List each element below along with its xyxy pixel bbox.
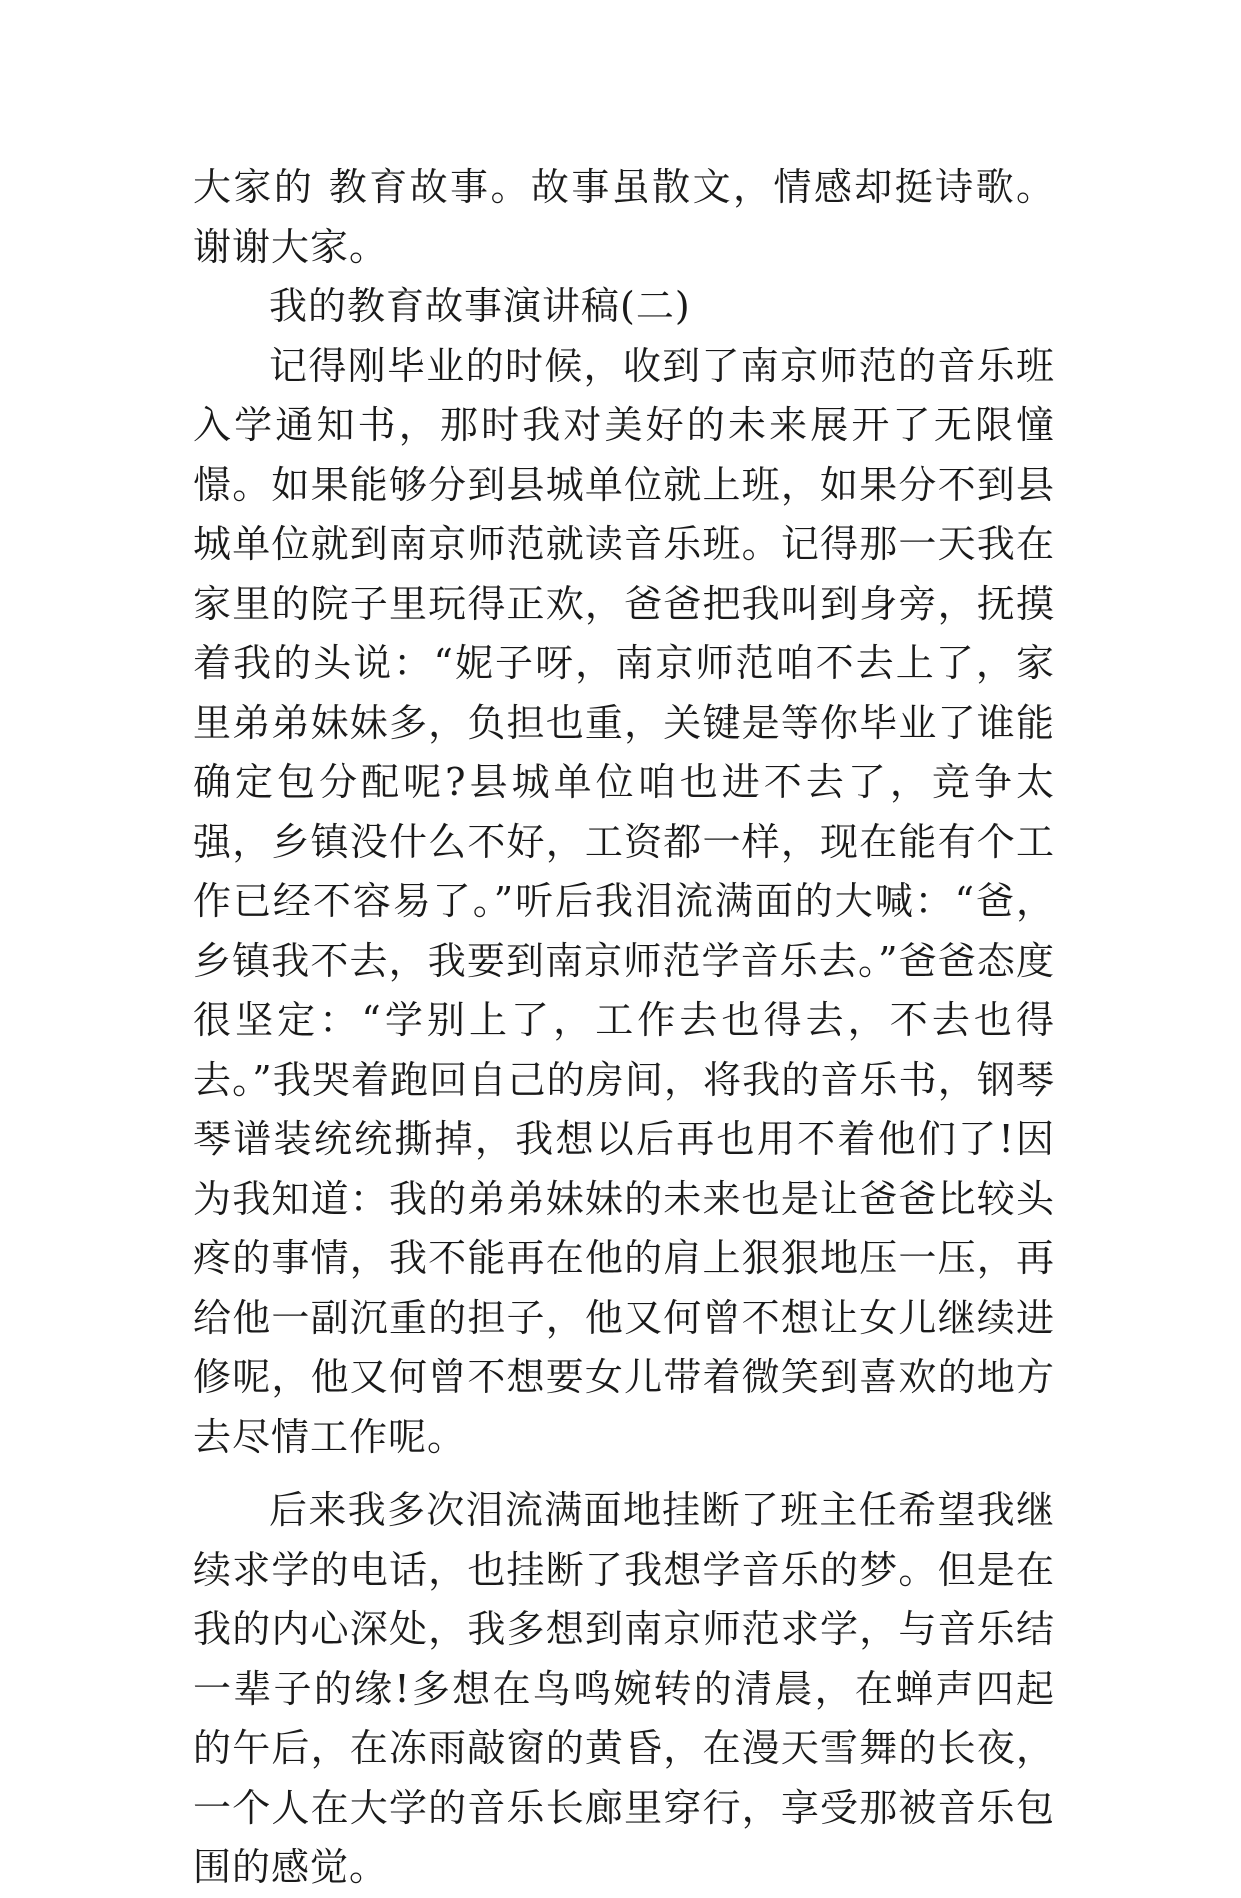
closing-paragraph: 大家的 教育故事。故事虽散文，情感却挺诗歌。 谢谢大家。 (193, 165, 1055, 269)
body-paragraph-2: 后来我多次泪流满面地挂断了班主任希望我继续求学的电话，也挂断了我想学音乐的梦。但是在我的内心深处，我多想到南京师范求学，与音乐结一辈子的缘!多想在鸟鸣婉转的清晨，在蝉声四起的午后，在冻雨敲窗的黄昏，在漫天雪舞的长夜，一个人在大学的音乐长廊里穿行，享受那被音乐包围的感觉。 (193, 1488, 1055, 1889)
document-body (193, 158, 1055, 1898)
section-title: 我的教育故事演讲稿(二) (269, 284, 691, 328)
body-paragraph-1: 记得刚毕业的时候，收到了南京师范的音乐班入学通知书，那时我对美好的未来展开了无限憧憬。如果能够分到县城单位就上班，如果分不到县城单位就到南京师范就读音乐班。记得那一天我在家里的院子里玩得正欢，爸爸把我叫到身旁，抚摸着我的头说：“妮子呀，南京师范咱不去上了，家里弟弟妹妹多，负担也重，关键是等你毕业了谁能确定包分配呢?县城单位咱也进不去了，竞争太强，乡镇没什么不好，工资都一样，现在能有个工作已经不容易了。”听后我泪流满面的大喊：“爸，乡镇我不去，我要到南京师范学音乐去。”爸爸态度很坚定：“学别上了，工作去也得去，不去也得去。”我哭着跑回自己的房间，将我的音乐书，钢琴琴谱装统统撕掉，我想以后再也用不着他们了!因为我知道：我的弟弟妹妹的未来也是让爸爸比较头疼的事情，我不能再在他的肩上狠狠地压一压，再给他一副沉重的担子，他又何曾不想让女儿继续进修呢，他又何曾不想要女儿带着微笑到喜欢的地方去尽情工作呢。 (193, 343, 1055, 1459)
